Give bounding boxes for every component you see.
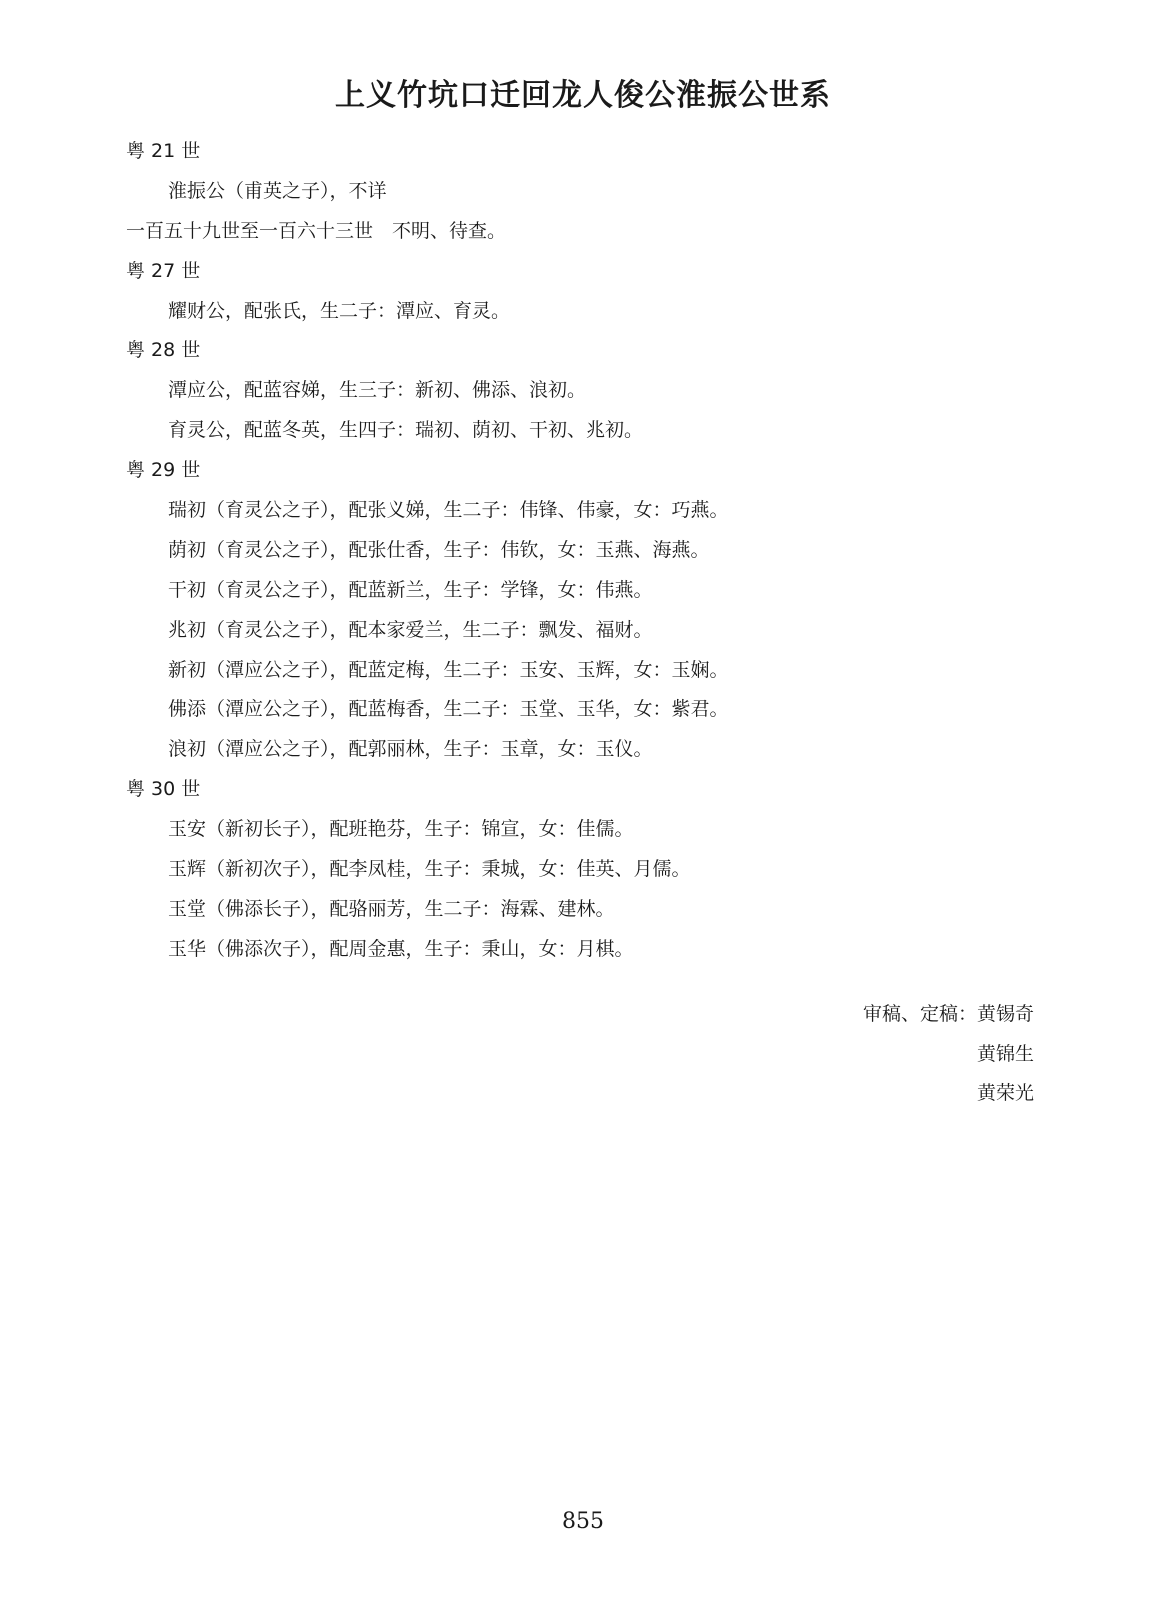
reviewer-line: 黄荣光 <box>976 1082 1034 1104</box>
note-line: 一百五十九世至一百六十三世 不明、待查。 <box>126 219 507 242</box>
genealogy-lines <box>126 132 1066 970</box>
genealogy-entry: 玉华（佛添次子），配周金惠，生子：秉山，女：月棋。 <box>168 937 634 960</box>
genealogy-entry: 玉辉（新初次子），配李凤桂，生子：秉城，女：佳英、月儒。 <box>168 858 691 881</box>
genealogy-entry: 耀财公，配张氏，生二子：潭应、育灵。 <box>168 299 511 322</box>
genealogy-entry: 瑞初（育灵公之子），配张义娣，生二子：伟锋、伟豪，女：巧燕。 <box>168 499 729 522</box>
genealogy-entry: 兆初（育灵公之子），配本家爱兰，生二子：飘发、福财。 <box>168 618 653 641</box>
genealogy-entry: 育灵公，配蓝冬英，生四子：瑞初、荫初、干初、兆初。 <box>168 419 644 442</box>
genealogy-entry: 干初（育灵公之子），配蓝新兰，生子：学锋，女：伟燕。 <box>168 578 653 601</box>
generation-heading: 粤 29 世 <box>126 459 201 482</box>
genealogy-entry: 玉安（新初长子），配班艳芬，生子：锦宣，女：佳儒。 <box>168 818 634 841</box>
genealogy-entry: 浪初（潭应公之子），配郭丽林，生子：玉章，女：玉仪。 <box>168 738 653 761</box>
genealogy-entry: 荫初（育灵公之子），配张仕香，生子：伟钦，女：玉燕、海燕。 <box>168 538 710 561</box>
generation-heading: 粤 28 世 <box>126 339 201 362</box>
reviewer-block <box>734 995 1034 1114</box>
page-number: 855 <box>562 1509 604 1534</box>
reviewer-line: 黄锦生 <box>976 1042 1034 1065</box>
genealogy-entry: 玉堂（佛添长子），配骆丽芳，生二子：海霖、建林。 <box>168 897 615 920</box>
generation-heading: 粤 27 世 <box>126 259 201 282</box>
genealogy-entry: 淮振公（甫英之子），不详 <box>168 179 387 202</box>
generation-heading: 粤 21 世 <box>126 140 201 162</box>
reviewer-line: 审稿、定稿：黄锡奇 <box>862 1003 1034 1025</box>
generation-heading: 粤 30 世 <box>126 778 201 801</box>
genealogy-entry: 佛添（潭应公之子），配蓝梅香，生二子：玉堂、玉华，女：紫君。 <box>168 698 729 721</box>
genealogy-entry: 潭应公，配蓝容娣，生三子：新初、佛添、浪初。 <box>168 379 587 402</box>
page-title: 上义竹坑口迁回龙人俊公淮振公世系 <box>335 78 831 113</box>
genealogy-entry: 新初（潭应公之子），配蓝定梅，生二子：玉安、玉辉，女：玉娴。 <box>168 658 729 681</box>
